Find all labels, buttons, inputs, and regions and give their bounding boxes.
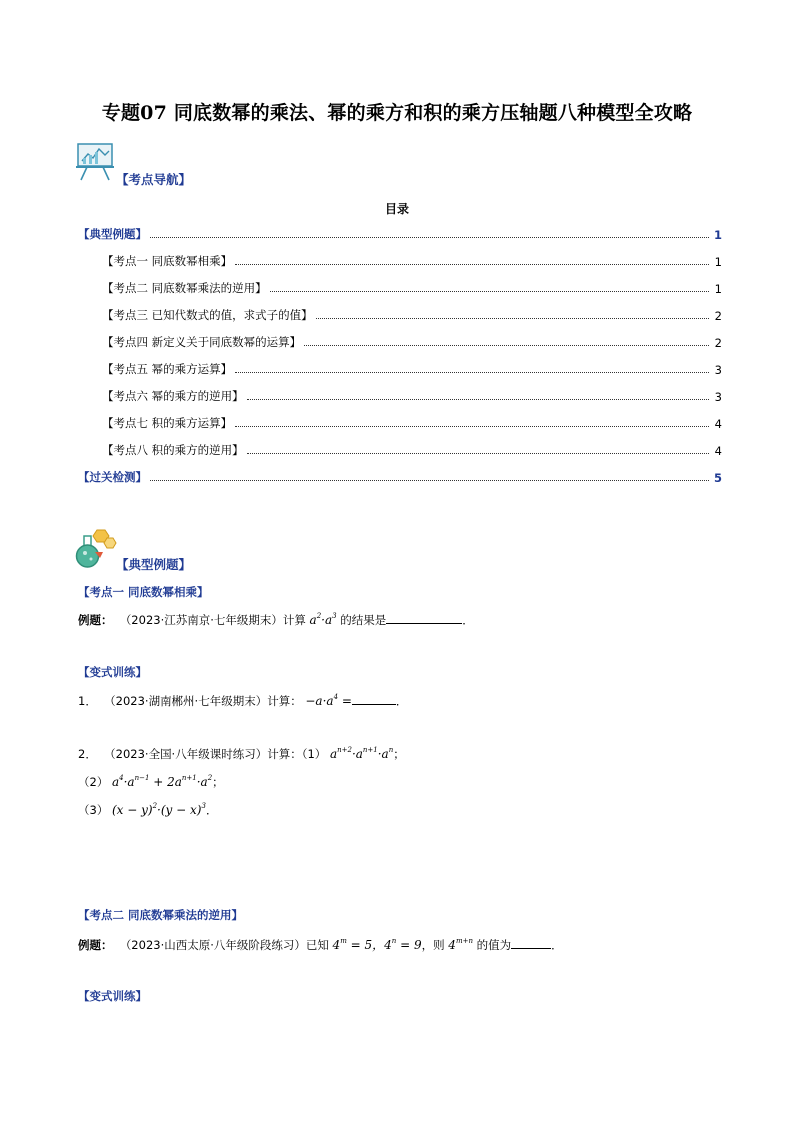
question-expression: $(x - y)^2\cdot(y - x)^3$ [111, 802, 206, 817]
toc-label: 【考点八 积的乘方的逆用】 [102, 443, 244, 457]
example-text: （2023·山西太原·八年级阶段练习）已知 [119, 938, 329, 952]
page-title: 专题07 同底数幂的乘法、幂的乘方和积的乘方压轴题八种模型全攻略 [101, 102, 693, 124]
kd1-variant-heading: 【变式训练】 [78, 665, 147, 679]
toc-item-kd4[interactable] [102, 334, 722, 350]
question-number: 1． [78, 694, 97, 708]
toc-label: 【考点二 同底数幂乘法的逆用】 [102, 281, 267, 295]
toc-leader [247, 453, 709, 454]
toc-page: 3 [714, 390, 722, 404]
toc-page: 1 [714, 255, 722, 269]
answer-blank[interactable] [352, 694, 396, 705]
toc-label: 【考点三 已知代数式的值，求式子的值】 [102, 308, 313, 322]
kd1-question-2-part-3: （3） $(x - y)^2\cdot(y - x)^3$． [78, 802, 218, 817]
example-suffix: 的结果是 [340, 613, 387, 627]
question-expression: $a^4\cdot a^{n-1} + 2a^{n+1}\cdot a^2$ [111, 774, 213, 789]
toc-page: 1 [714, 282, 722, 296]
toc-leader [150, 237, 709, 238]
toc-leader [235, 264, 709, 265]
kd1-question-2: 2． （2023·全国·八年级课时练习）计算：（1） $a^{n+2}\cdot a^{n+1}\cdot a^n$； [78, 746, 405, 761]
toc-page: 3 [714, 363, 722, 377]
toc-page: 5 [713, 471, 722, 485]
example-suffix: 的值为 [476, 938, 512, 952]
kd1-question-1: 1． （2023·湖南郴州·七年级期末）计算： $-a\cdot a^4$ = ． [78, 693, 408, 708]
question-expression: $-a\cdot a^4$ = [305, 693, 352, 708]
part-label: （3） [78, 803, 109, 817]
target-expression: $4^{m+n}$ [448, 937, 473, 952]
toc-label: 【过关检测】 [78, 470, 147, 484]
toc-leader [150, 480, 709, 481]
question-number: 2． [78, 747, 97, 761]
example-label: 例题： [78, 613, 113, 627]
toc-leader [316, 318, 709, 319]
toc-label: 【考点六 幂的乘方的逆用】 [102, 389, 244, 403]
question-expression: $a^{n+2}\cdot a^{n+1}\cdot a^n$ [329, 746, 394, 761]
toc-item-kd6[interactable] [102, 388, 722, 404]
toc-leader [270, 291, 709, 292]
toc-leader [304, 345, 709, 346]
part-label: （2） [78, 775, 109, 789]
question-text: （2023·全国·八年级课时练习）计算：（1） [104, 747, 327, 761]
flask-icon [73, 528, 117, 568]
toc-label: 【典型例题】 [78, 227, 147, 241]
toc-label: 【考点七 积的乘方运算】 [102, 416, 233, 430]
question-text: （2023·湖南郴州·七年级期末）计算： [104, 694, 302, 708]
kd1-example: 例题： （2023·江苏南京·七年级期末）计算 $a^2\cdot a^3$ 的结果是 ． [78, 612, 474, 627]
answer-blank[interactable] [386, 613, 462, 624]
toc-label: 【考点五 幂的乘方运算】 [102, 362, 233, 376]
nav-heading: 【考点导航】 [116, 172, 192, 187]
toc-item-kd1[interactable] [102, 253, 722, 269]
kd1-heading: 【考点一 同底数幂相乘】 [78, 585, 209, 599]
toc-item-kd8[interactable] [102, 442, 722, 458]
easel-icon [75, 140, 117, 182]
toc-page: 2 [714, 336, 722, 350]
toc-item-check[interactable] [78, 469, 722, 485]
kd2-variant-heading: 【变式训练】 [78, 989, 147, 1003]
examples-heading: 【典型例题】 [116, 557, 192, 572]
kd1-question-2-part-2: （2） $a^4\cdot a^{n-1} + 2a^{n+1}\cdot a^2$； [78, 774, 224, 789]
toc-item-examples[interactable] [78, 226, 722, 242]
example-mid: ，则 [421, 938, 445, 952]
given-expression: $4^m = 5$，$4^n = 9$ [332, 937, 422, 952]
toc-title: 目录 [384, 202, 409, 216]
toc-item-kd2[interactable] [102, 280, 722, 296]
kd2-heading: 【考点二 同底数幂乘法的逆用】 [78, 908, 244, 922]
toc-page: 4 [714, 444, 722, 458]
example-label: 例题： [78, 938, 113, 952]
kd2-example: 例题： （2023·山西太原·八年级阶段练习）已知 $4^m = 5$，$4^n = 9$，则 $4^{m+n}$ 的值为 ． [78, 937, 563, 952]
toc-item-kd3[interactable] [102, 307, 722, 323]
toc-page: 2 [714, 309, 722, 323]
toc-item-kd5[interactable] [102, 361, 722, 377]
answer-blank[interactable] [511, 938, 551, 949]
toc-leader [235, 372, 709, 373]
toc-label: 【考点一 同底数幂相乘】 [102, 254, 233, 268]
toc-leader [247, 399, 709, 400]
toc-page: 1 [713, 228, 722, 242]
example-text: （2023·江苏南京·七年级期末）计算 [119, 613, 306, 627]
toc-leader [235, 426, 709, 427]
toc-item-kd7[interactable] [102, 415, 722, 431]
example-expression: $a^2\cdot a^3$ [309, 612, 337, 627]
toc-page: 4 [714, 417, 722, 431]
toc-label: 【考点四 新定义关于同底数幂的运算】 [102, 335, 302, 349]
